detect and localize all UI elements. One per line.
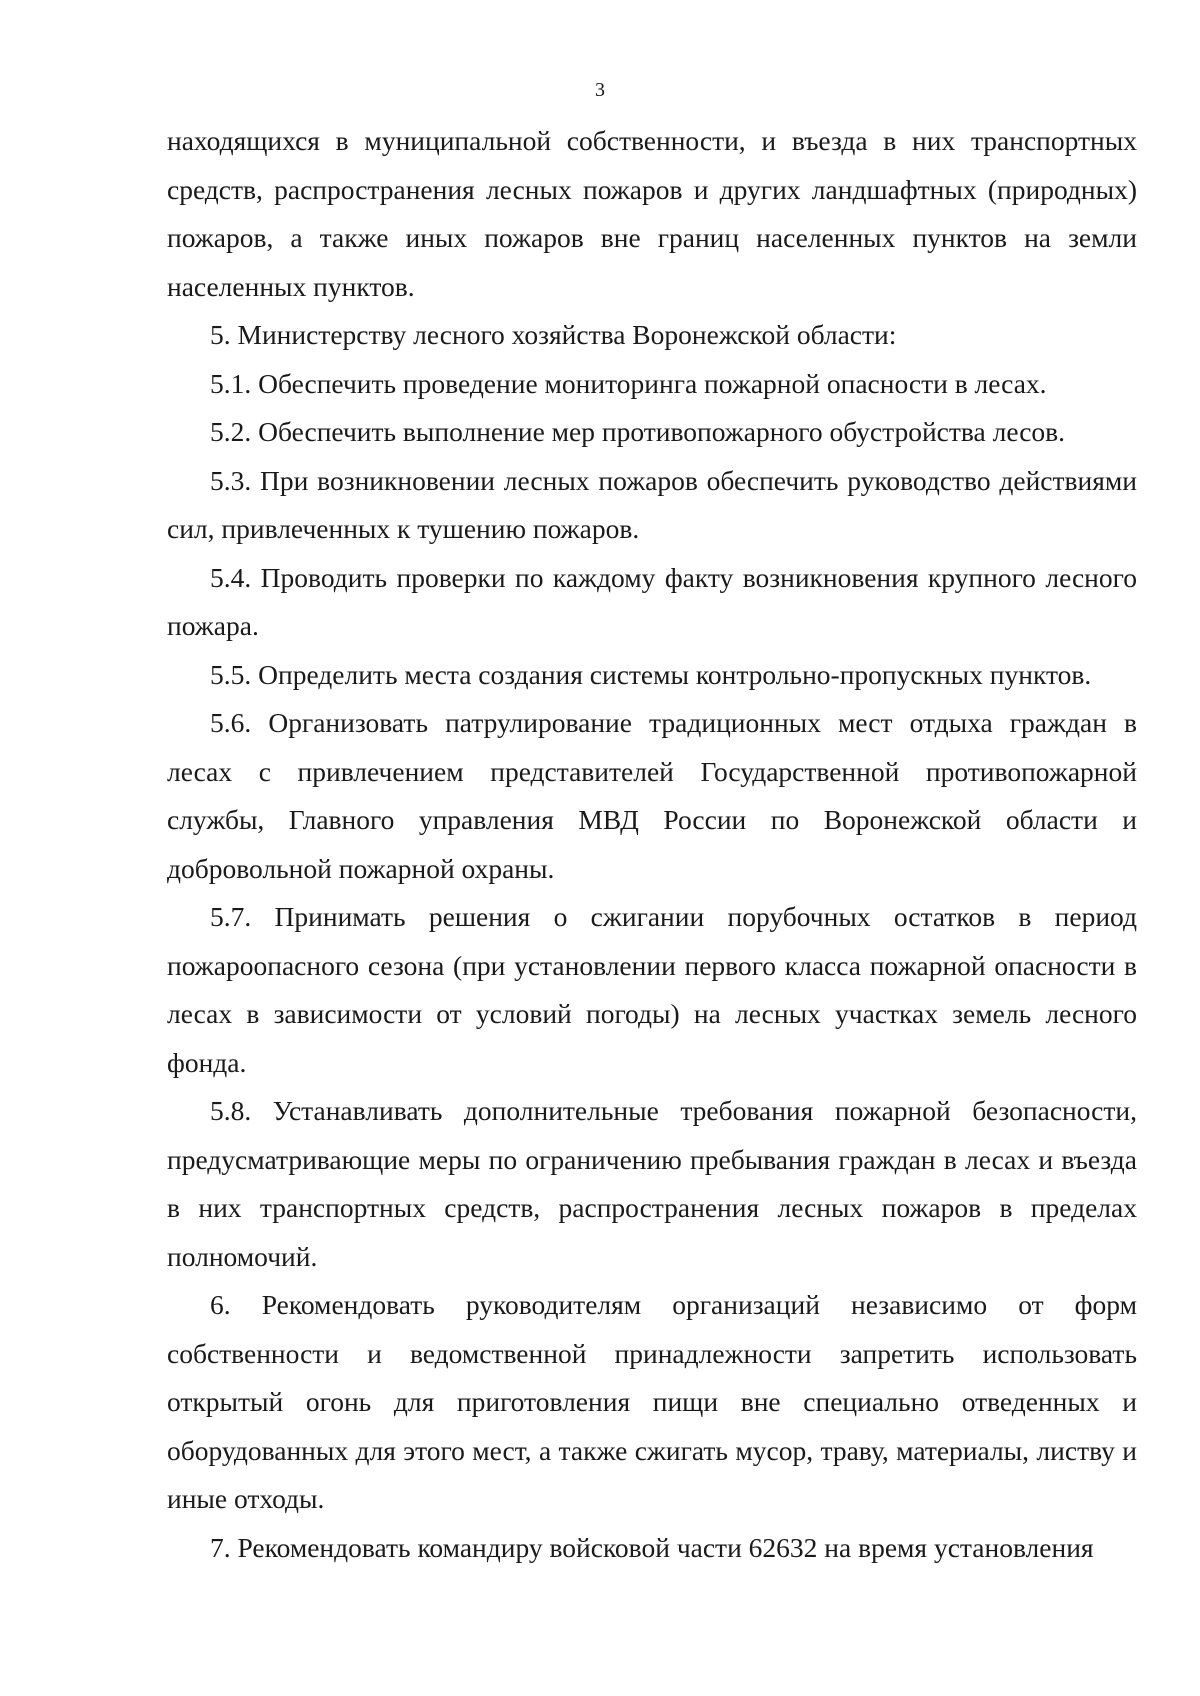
paragraph-item-5-1: 5.1. Обеспечить проведение мониторинга пожарной опасности в лесах. [210,367,1047,399]
paragraph-item-7: 7. Рекомендовать командиру войсковой части 62632 на время установления [210,1531,1094,1563]
paragraph-item-5-6: 5.6. Организовать патрулирование традиционных мест отдыха граждан в лесах с привлечением представителей Государственной противопожарной службы, Главного управления МВД России по Воронежской области и добровольной пожарной охраны. [167,707,1137,884]
paragraph-item-5-2: 5.2. Обеспечить выполнение мер противопожарного обустройства лесов. [210,416,1066,447]
paragraph-continuation: находящихся в муниципальной собственности, и въезда в них транспортных средств, распространения лесных пожаров и других ландшафтных (природных) пожаров, а также иных пожаров вне границ населенных пунктов на земли населенных пунктов. [167,125,1137,302]
paragraph-item-5-4: 5.4. Проводить проверки по каждому факту возникновения крупного лесного пожара. [167,561,1137,641]
paragraph-item-6: 6. Рекомендовать руководителям организаций независимо от форм собственности и ведомственной принадлежности запретить использовать открытый огонь для приготовления пищи вне специально отведенных и оборудованных для этого мест, а также сжигать мусор, траву, материалы, листву и иные отходы. [167,1289,1137,1514]
paragraph-item-5-5: 5.5. Определить места создания системы контрольно-пропускных пунктов. [210,658,1092,690]
paragraph-item-5: 5. Министерству лесного хозяйства Воронежской области: [210,319,897,350]
document-body [167,117,1137,1572]
paragraph-item-5-7: 5.7. Принимать решения о сжигании порубочных остатков в период пожароопасного сезона (при установлении первого класса пожарной опасности в лесах в зависимости от условий погоды) на лесных участках земель лесного фонда. [167,901,1137,1078]
paragraph-item-5-8: 5.8. Устанавливать дополнительные требования пожарной безопасности, предусматривающие меры по ограничению пребывания граждан в лесах и въезда в них транспортных средств, распространения лесных пожаров в пределах полномочий. [167,1095,1137,1272]
paragraph-item-5-3: 5.3. При возникновении лесных пожаров обеспечить руководство действиями сил, привлеченных к тушению пожаров. [167,464,1137,544]
page-number: 3 [595,79,605,101]
